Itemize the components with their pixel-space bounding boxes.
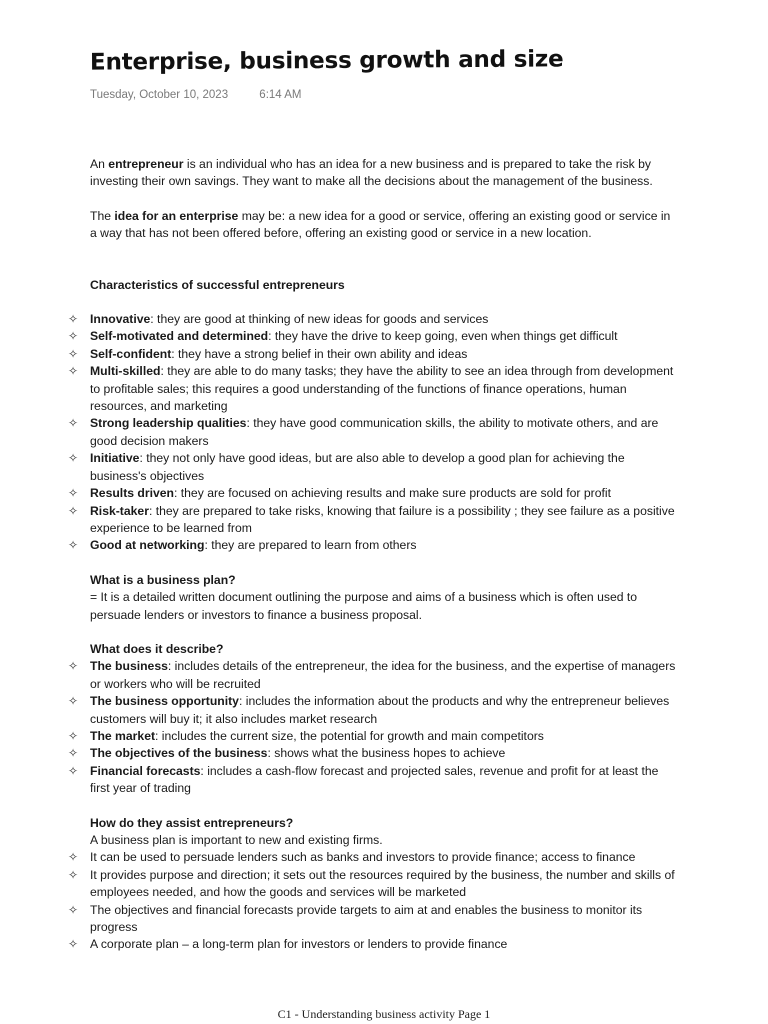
bullet-star-icon: ✧ (68, 902, 79, 917)
bullet-star-icon: ✧ (68, 503, 79, 518)
bullet-star-icon: ✧ (68, 451, 79, 466)
item-text: : includes details of the entrepreneur, the idea for the business, and the expertise of managers or workers who will be recruited (90, 659, 676, 691)
page-date: Tuesday, October 10, 2023 (90, 89, 229, 101)
list-item (68, 415, 680, 450)
list-item (68, 693, 680, 728)
heading-business-plan: What is a business plan? (90, 572, 236, 587)
item-text: : includes the information about the products and why the entrepreneur believes customers will buy it; it also includes market research (90, 694, 670, 726)
bold-term: Self-motivated and determined (90, 329, 269, 344)
item-text: : they are able to do many tasks; they have the ability to see an idea through from development to profitable sales; this requires a good understanding of the functions of finance operations, human resources, and marketing (90, 364, 674, 414)
bullet-star-icon: ✧ (68, 763, 79, 778)
page-time: 6:14 AM (259, 89, 302, 101)
item-text: : they have good communication skills, the ability to motivate others, and are good decision makers (90, 416, 659, 448)
list-item (68, 311, 680, 328)
list-item (68, 363, 680, 415)
bold-term: Risk-taker (90, 503, 149, 518)
list-item (68, 936, 680, 953)
item-text: : shows what the business hopes to achieve (267, 746, 506, 761)
bullet-star-icon: ✧ (68, 312, 79, 327)
bullet-star-icon: ✧ (68, 329, 79, 344)
text-run: The (90, 208, 115, 223)
item-text: : they have a strong belief in their own ability and ideas (171, 346, 468, 361)
spacer (90, 191, 680, 208)
list-item (68, 867, 680, 902)
bullet-star-icon: ✧ (68, 746, 79, 761)
item-text: : they are good at thinking of new ideas for goods and services (150, 312, 489, 327)
bullet-star-icon: ✧ (68, 694, 79, 709)
list-item (68, 328, 680, 345)
spacer (90, 243, 680, 277)
bullet-star-icon: ✧ (68, 486, 79, 501)
list-item (68, 763, 680, 798)
bold-term: entrepreneur (108, 157, 184, 171)
text-run: may be: a new idea for a good or service, offering an existing good or service in a way that has not been offered before, offering an existing good or service in a new location. (90, 208, 671, 241)
describe-list (68, 658, 680, 797)
assist-list (68, 849, 680, 953)
page-footer: C1 - Understanding business activity Page 1 (277, 1007, 491, 1021)
item-text: It can be used to persuade lenders such as banks and investors to provide finance; access to finance (90, 850, 636, 865)
characteristics-list (68, 311, 680, 555)
bullet-star-icon: ✧ (68, 416, 79, 431)
item-text: : they have the drive to keep going, even when things get difficult (268, 329, 618, 344)
bold-term: Initiative (90, 451, 140, 466)
spacer (90, 294, 680, 311)
item-text: : includes a cash-flow forecast and projected sales, revenue and profit for at least the first year of trading (90, 763, 659, 796)
item-text: : they are focused on achieving results and make sure products are sold for profit (174, 486, 611, 501)
bold-term: Self-confident (90, 346, 172, 361)
bullet-star-icon: ✧ (68, 937, 79, 952)
page-content (68, 156, 680, 954)
bold-term: The business (90, 659, 168, 674)
item-text: : they are prepared to take risks, knowing that failure is a possibility ; they see failure as a positive experience to be learned from (90, 503, 675, 535)
bold-term: Strong leadership qualities (90, 416, 247, 431)
bullet-star-icon: ✧ (68, 659, 79, 674)
page-timestamp (90, 89, 302, 101)
bullet-star-icon: ✧ (68, 850, 79, 865)
list-item (68, 902, 680, 937)
heading-describe: What does it describe? (90, 641, 224, 656)
bold-term: The business opportunity (90, 694, 239, 709)
list-item (68, 503, 680, 538)
bold-term: Good at networking (90, 538, 205, 553)
bullet-star-icon: ✧ (68, 346, 79, 361)
list-item (68, 346, 680, 363)
bold-term: Financial forecasts (90, 763, 201, 778)
list-item (68, 849, 680, 866)
item-text: : they not only have good ideas, but are also able to develop a good plan for achieving the business's objectives (90, 451, 625, 483)
list-item (68, 450, 680, 485)
bold-term: Multi-skilled (90, 364, 161, 379)
bold-term: The objectives of the business (90, 746, 268, 761)
item-text: The objectives and financial forecasts provide targets to aim at and enables the business to monitor its progress (90, 902, 643, 935)
item-text: : includes the current size, the potential for growth and main competitors (155, 728, 544, 743)
intro-paragraph-idea (90, 208, 680, 243)
spacer (90, 798, 680, 815)
list-item (68, 658, 680, 693)
intro-paragraph-entrepreneur (90, 156, 680, 191)
spacer (90, 624, 680, 641)
bold-term: Results driven (90, 486, 174, 501)
bullet-star-icon: ✧ (68, 538, 79, 553)
bullet-star-icon: ✧ (68, 867, 79, 882)
bullet-star-icon: ✧ (68, 728, 79, 743)
assist-intro: A business plan is important to new and existing firms. (90, 833, 383, 847)
bold-term: idea for an enterprise (114, 208, 239, 223)
item-text: : they are prepared to learn from others (204, 538, 417, 553)
list-item (68, 745, 680, 762)
list-item (68, 537, 680, 554)
item-text: It provides purpose and direction; it sets out the resources required by the business, the number and skills of employees needed, and how the goods and services will be marketed (90, 867, 675, 900)
bold-term: Innovative (90, 312, 151, 327)
item-text: A corporate plan – a long-term plan for investors or lenders to provide finance (90, 937, 508, 952)
spacer (90, 555, 680, 572)
bullet-star-icon: ✧ (68, 364, 79, 379)
list-item (68, 728, 680, 745)
business-plan-definition: = It is a detailed written document outlining the purpose and aims of a business which is often used to persuade lenders or investors to finance a business proposal. (90, 590, 638, 622)
text-run: An (90, 157, 109, 171)
text-run: is an individual who has an idea for a new business and is prepared to take the risk by investing their own savings. They want to make all the decisions about the management of the business. (90, 157, 653, 189)
heading-characteristics: Characteristics of successful entrepreneurs (90, 277, 345, 292)
list-item (68, 485, 680, 502)
bold-term: The market (90, 728, 156, 743)
heading-assist: How do they assist entrepreneurs? (90, 815, 294, 830)
page-title: Enterprise, business growth and size (89, 46, 564, 76)
